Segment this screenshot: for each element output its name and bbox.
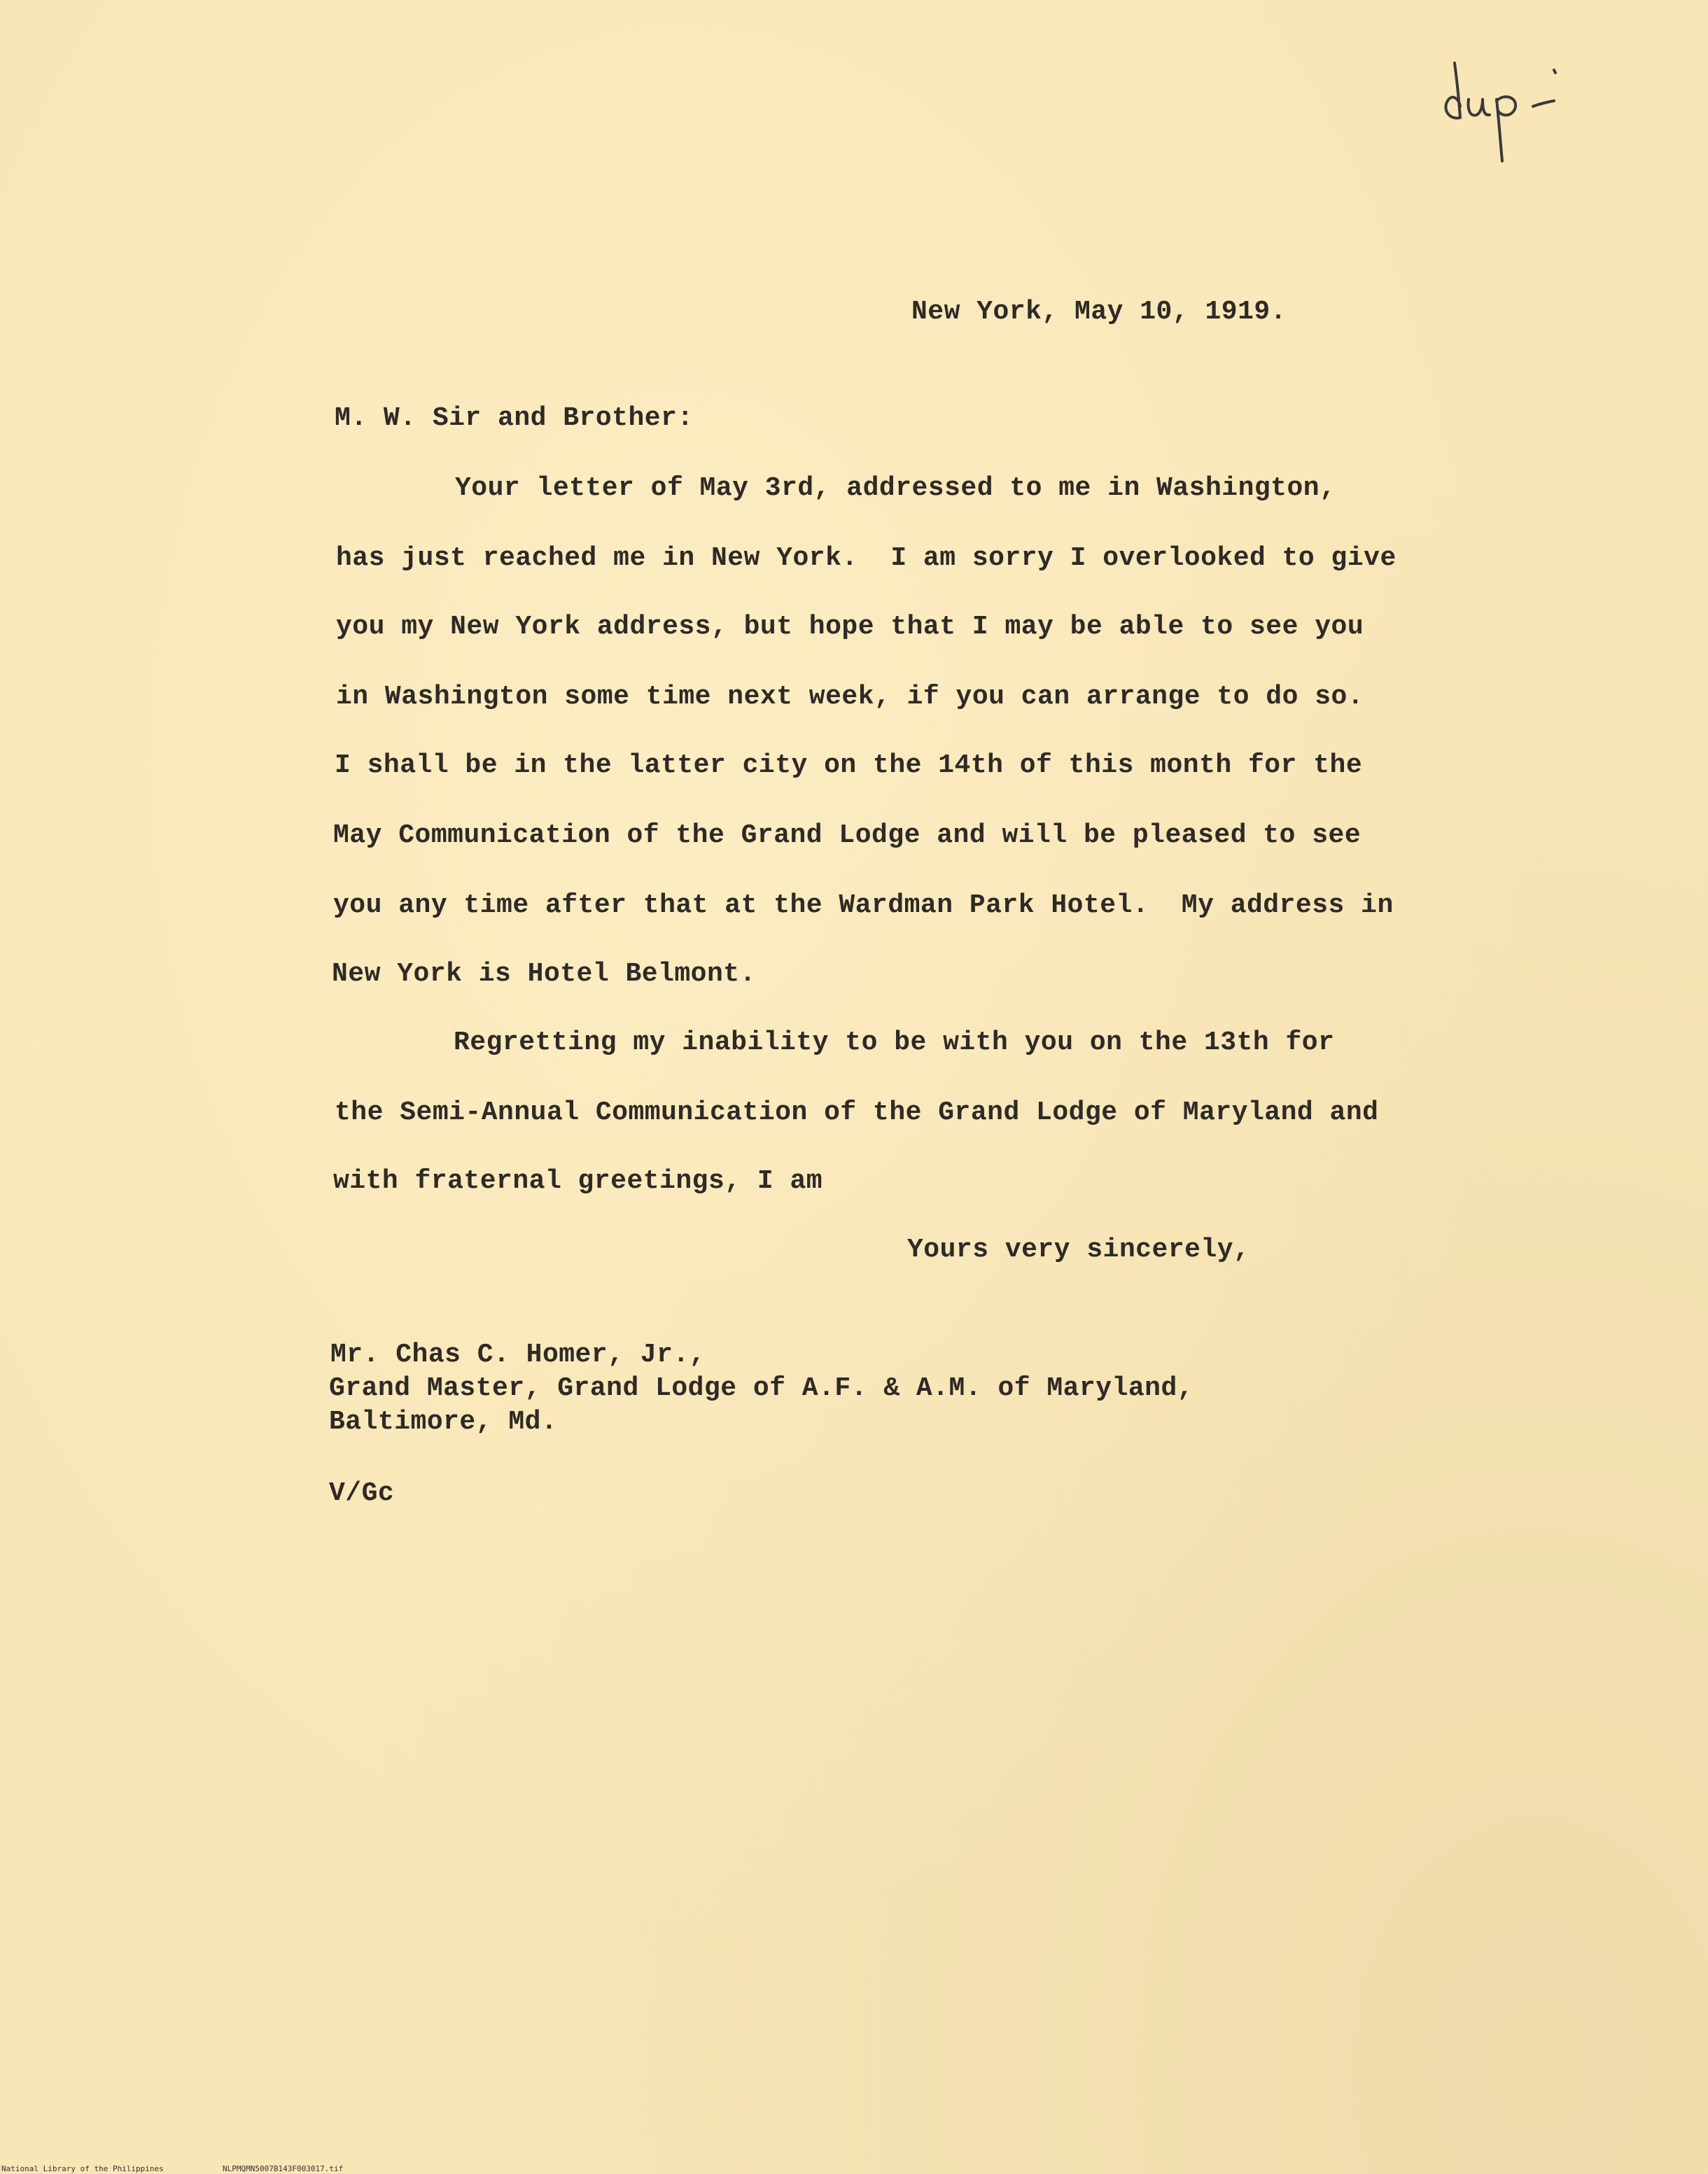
paragraph1-line: you any time after that at the Wardman Park Hotel. My address in <box>333 890 1394 920</box>
recipient-line: Grand Master, Grand Lodge of A.F. & A.M. of Maryland, <box>329 1373 1194 1403</box>
paragraph2-line: Regretting my inability to be with you on the 13th for <box>454 1028 1335 1058</box>
recipient-line: Mr. Chas C. Homer, Jr., <box>330 1340 706 1370</box>
paragraph2-line: with fraternal greetings, I am <box>333 1166 823 1196</box>
dateline: New York, May 10, 1919. <box>911 297 1287 327</box>
reference-initials: V/Gc <box>329 1478 395 1508</box>
paragraph1-line: I shall be in the latter city on the 14th of this month for the <box>335 750 1363 780</box>
footer-filename: NLPMQMN5007B143F003017.tif <box>223 2164 344 2173</box>
recipient-line: Baltimore, Md. <box>329 1407 558 1437</box>
complimentary-close: Yours very sincerely, <box>907 1235 1250 1265</box>
footer-library: National Library of the Philippines <box>1 2164 164 2173</box>
paragraph2-line: the Semi-Annual Communication of the Grand Lodge of Maryland and <box>335 1097 1379 1128</box>
paragraph1-line: has just reached me in New York. I am sorry I overlooked to give <box>336 543 1396 573</box>
paragraph1-line: Your letter of May 3rd, addressed to me in Washington, <box>455 473 1336 503</box>
paragraph1-line: in Washington some time next week, if you can arrange to do so. <box>336 682 1364 712</box>
salutation: M. W. Sir and Brother: <box>335 403 694 433</box>
paragraph1-line: New York is Hotel Belmont. <box>332 959 756 989</box>
handwritten-dup-mark <box>1435 42 1575 168</box>
paragraph1-line: you my New York address, but hope that I may be able to see you <box>336 612 1364 642</box>
paragraph1-line: May Communication of the Grand Lodge and will be pleased to see <box>333 820 1362 850</box>
